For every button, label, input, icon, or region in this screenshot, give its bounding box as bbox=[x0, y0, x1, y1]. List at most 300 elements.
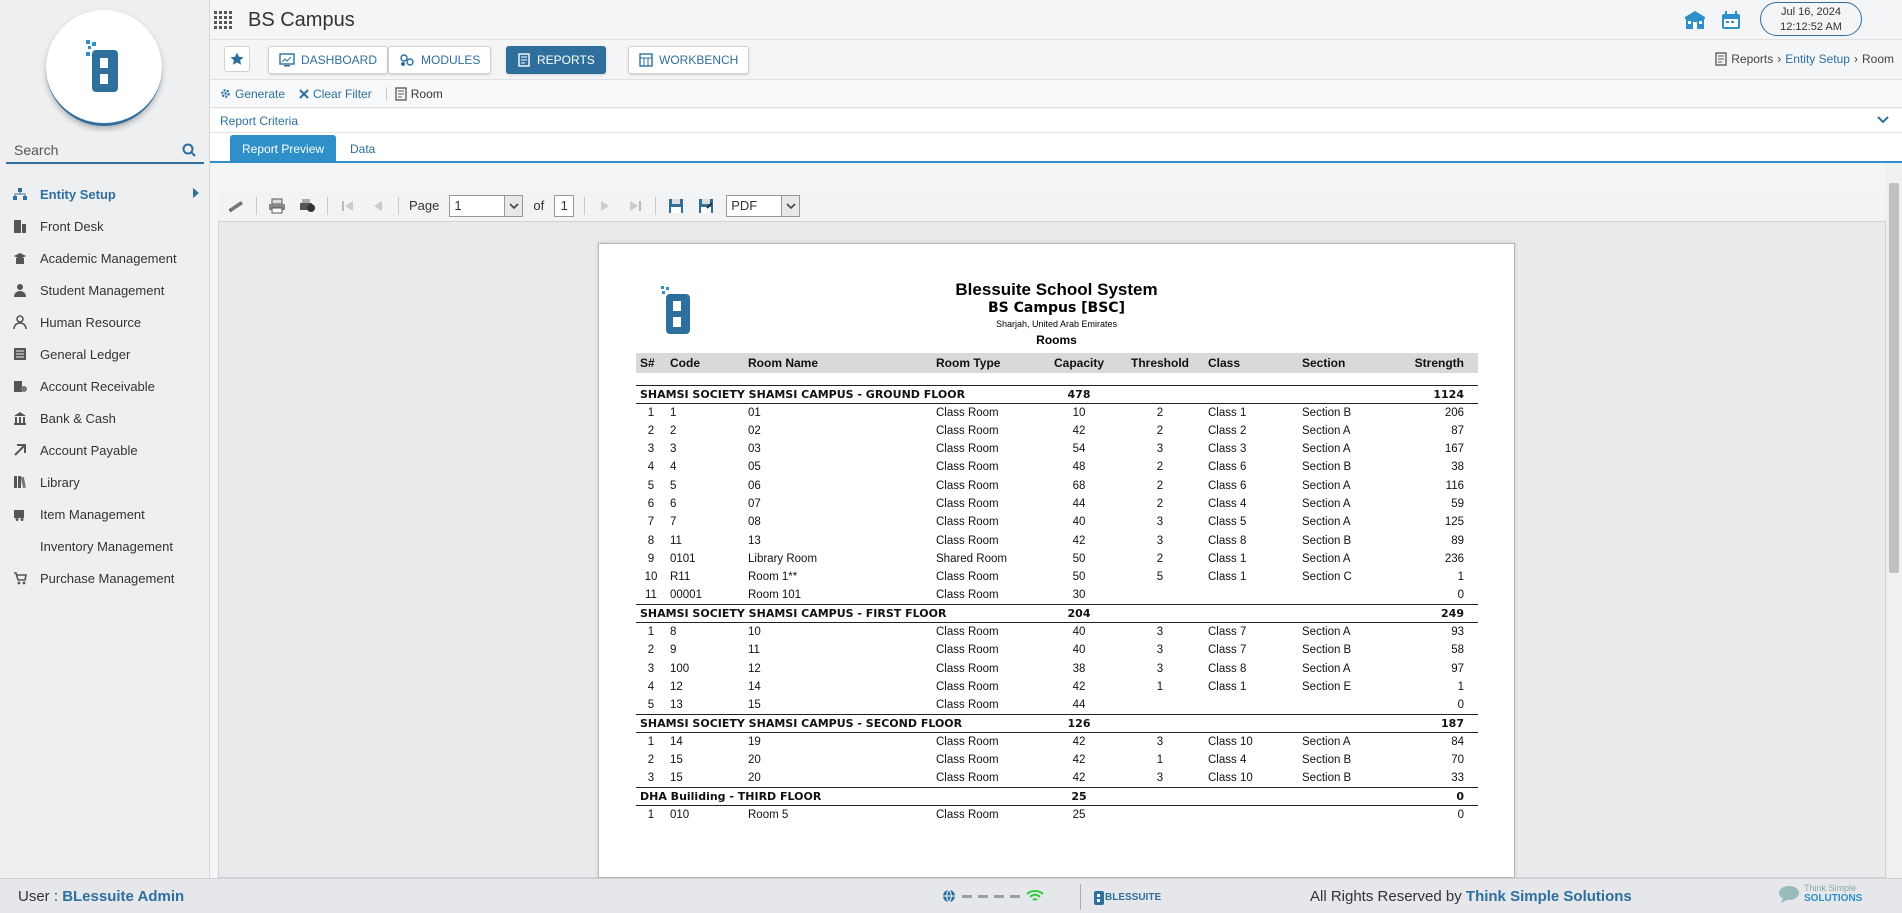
page-label: Page bbox=[409, 198, 440, 213]
status-bar bbox=[0, 878, 1902, 913]
table-row bbox=[636, 440, 1478, 458]
table-cell: 1 bbox=[670, 406, 677, 419]
favorites-button[interactable] bbox=[224, 46, 250, 72]
total-pages: 1 bbox=[554, 195, 574, 217]
apps-grid-icon[interactable] bbox=[214, 11, 236, 31]
report-name bbox=[386, 87, 443, 101]
table-cell: Section E bbox=[1302, 680, 1352, 693]
cart-icon bbox=[10, 570, 30, 586]
viewer-scrollbar[interactable] bbox=[1886, 163, 1902, 878]
save-icon[interactable] bbox=[666, 197, 686, 215]
sidebar-item-account-payable[interactable] bbox=[0, 434, 210, 466]
person-icon bbox=[10, 314, 30, 330]
table-cell: 2 bbox=[1156, 552, 1164, 565]
top-header bbox=[210, 0, 1902, 40]
table-cell: Class Room bbox=[936, 698, 999, 711]
table-cell: 10 bbox=[1072, 406, 1086, 419]
sidebar-item-account-receivable[interactable] bbox=[0, 370, 210, 402]
sidebar-item-general-ledger[interactable] bbox=[0, 338, 210, 370]
report-campus-name: BS Campus [BSC] bbox=[988, 300, 1125, 316]
table-cell: 5 bbox=[670, 479, 677, 492]
table-cell: Section B bbox=[1302, 644, 1352, 657]
table-cell: Room 1** bbox=[748, 571, 798, 584]
sidebar-item-academic-management[interactable] bbox=[0, 242, 210, 274]
viewer-toolbar bbox=[218, 190, 1886, 222]
blessuite-mini-logo bbox=[1080, 884, 1161, 910]
table-cell: 1 bbox=[1457, 680, 1464, 693]
group-name: SHAMSI SOCIETY SHAMSI CAMPUS - FIRST FLOOR bbox=[636, 605, 1042, 623]
table-cell: 89 bbox=[1451, 534, 1464, 547]
report-actions bbox=[210, 80, 1902, 108]
group-header-row bbox=[636, 605, 1478, 623]
table-cell: 3 bbox=[1156, 516, 1164, 529]
sidebar bbox=[0, 0, 210, 878]
table-cell: Section B bbox=[1302, 406, 1352, 419]
table-cell: 20 bbox=[748, 754, 761, 767]
print-icon[interactable] bbox=[267, 197, 287, 215]
table-cell: 40 bbox=[1072, 644, 1086, 657]
column-header: Class bbox=[1204, 353, 1298, 373]
blessuite-logo-icon bbox=[86, 40, 122, 94]
table-cell: 14 bbox=[748, 680, 761, 693]
table-cell: 0 bbox=[1457, 698, 1464, 711]
table-row bbox=[636, 769, 1478, 787]
table-cell: 50 bbox=[1072, 571, 1086, 584]
table-cell: 1 bbox=[647, 736, 655, 749]
table-cell: Class 1 bbox=[1208, 680, 1247, 693]
table-cell: Class Room bbox=[936, 809, 999, 822]
breadcrumb-entity-setup[interactable]: Entity Setup bbox=[1785, 52, 1850, 66]
table-cell: 2 bbox=[1156, 406, 1164, 419]
sidebar-item-label: Human Resource bbox=[40, 314, 142, 330]
table-cell: Shared Room bbox=[936, 552, 1007, 565]
group-capacity: 478 bbox=[1042, 385, 1116, 403]
table-cell: 3 bbox=[1156, 662, 1164, 675]
tss-line2: SOLUTIONS bbox=[1804, 893, 1863, 904]
item-icon bbox=[10, 506, 30, 522]
report-criteria-label: Report Criteria bbox=[220, 114, 299, 128]
breadcrumb-reports[interactable]: Reports bbox=[1731, 52, 1774, 66]
table-cell bbox=[1298, 586, 1384, 604]
dashboard-label: DASHBOARD bbox=[301, 53, 378, 67]
group-capacity: 126 bbox=[1042, 714, 1116, 732]
group-name: SHAMSI SOCIETY SHAMSI CAMPUS - GROUND FLOOR bbox=[636, 385, 1042, 403]
table-cell: Class Room bbox=[936, 736, 999, 749]
reports-label: REPORTS bbox=[537, 53, 595, 67]
reports-icon bbox=[517, 53, 531, 67]
table-spacer bbox=[636, 373, 1478, 385]
table-cell: 5 bbox=[647, 698, 655, 711]
scrollbar-thumb[interactable] bbox=[1889, 183, 1899, 573]
table-cell: 3 bbox=[1156, 626, 1164, 639]
table-row bbox=[636, 586, 1478, 604]
column-header: Room Name bbox=[744, 353, 932, 373]
table-cell: 30 bbox=[1072, 589, 1086, 602]
table-cell: 40 bbox=[1072, 516, 1086, 529]
table-cell: 87 bbox=[1451, 424, 1464, 437]
table-cell: 1 bbox=[1457, 571, 1464, 584]
table-cell: 3 bbox=[1156, 736, 1164, 749]
table-cell: 3 bbox=[1156, 644, 1164, 657]
table-cell: 3 bbox=[1156, 772, 1164, 785]
page-selector[interactable] bbox=[449, 195, 523, 217]
table-cell: R11 bbox=[670, 571, 691, 584]
group-strength: 0 bbox=[1384, 788, 1478, 806]
sidebar-item-label: Item Management bbox=[40, 506, 145, 522]
tab-data[interactable]: Data bbox=[350, 142, 376, 156]
table-cell: Section B bbox=[1302, 534, 1352, 547]
column-header: Capacity bbox=[1042, 353, 1116, 373]
table-cell: Class 10 bbox=[1208, 736, 1253, 749]
table-row bbox=[636, 659, 1478, 677]
table-cell: 236 bbox=[1444, 552, 1464, 565]
table-cell: 06 bbox=[748, 479, 761, 492]
sidebar-nav bbox=[0, 178, 210, 594]
table-cell: Class Room bbox=[936, 680, 999, 693]
table-cell: 42 bbox=[1072, 424, 1086, 437]
table-cell: Class Room bbox=[936, 626, 999, 639]
breadcrumb bbox=[1715, 52, 1894, 66]
workbench-label: WORKBENCH bbox=[659, 53, 739, 67]
group-strength: 187 bbox=[1384, 714, 1478, 732]
school-icon[interactable] bbox=[1684, 10, 1706, 30]
bank-icon bbox=[10, 410, 30, 426]
table-cell: 38 bbox=[1451, 461, 1464, 474]
library-icon bbox=[10, 474, 30, 490]
table-cell: 3 bbox=[647, 772, 655, 785]
table-cell: Class 6 bbox=[1208, 461, 1247, 474]
table-cell: Section A bbox=[1302, 552, 1351, 565]
table-row bbox=[636, 733, 1478, 751]
table-cell: 14 bbox=[670, 736, 683, 749]
workbench-button[interactable] bbox=[628, 46, 749, 74]
breadcrumb-separator: › bbox=[1853, 52, 1858, 66]
table-cell: 2 bbox=[647, 424, 655, 437]
dashboard-icon bbox=[279, 53, 295, 67]
close-icon bbox=[299, 89, 309, 99]
report-school-name: Blessuite School System bbox=[955, 280, 1158, 299]
sidebar-item-label: Entity Setup bbox=[40, 186, 116, 202]
table-cell: 4 bbox=[647, 461, 655, 474]
gear-icon bbox=[220, 88, 231, 99]
table-cell: Room 5 bbox=[748, 809, 789, 822]
document-icon bbox=[1715, 52, 1727, 66]
table-cell: 3 bbox=[1156, 534, 1164, 547]
globe-icon bbox=[942, 889, 956, 903]
sidebar-item-purchase-management[interactable] bbox=[0, 562, 210, 594]
table-cell: Library Room bbox=[748, 552, 818, 565]
group-capacity: 25 bbox=[1042, 788, 1116, 806]
rooms-table bbox=[636, 353, 1478, 824]
table-cell: 1 bbox=[1156, 680, 1164, 693]
table-cell: 3 bbox=[670, 443, 677, 456]
table-cell: 4 bbox=[670, 461, 677, 474]
table-cell: Class Room bbox=[936, 424, 999, 437]
table-cell: 2 bbox=[647, 644, 655, 657]
table-cell: Section A bbox=[1302, 443, 1351, 456]
table-cell: 11 bbox=[645, 589, 657, 602]
next-page-icon[interactable] bbox=[595, 197, 615, 215]
group-strength: 249 bbox=[1384, 605, 1478, 623]
tss-logo bbox=[1778, 883, 1862, 904]
table-cell: 5 bbox=[1156, 571, 1164, 584]
table-header bbox=[636, 353, 1478, 373]
group-capacity: 204 bbox=[1042, 605, 1116, 623]
table-cell: Class Room bbox=[936, 571, 999, 584]
table-cell bbox=[1116, 586, 1204, 604]
table-cell: 00001 bbox=[670, 589, 702, 602]
table-cell: 116 bbox=[1445, 479, 1464, 492]
table-cell: 10 bbox=[748, 626, 761, 639]
table-cell bbox=[1204, 586, 1298, 604]
sidebar-item-entity-setup[interactable] bbox=[0, 178, 210, 210]
table-cell: 58 bbox=[1451, 644, 1464, 657]
search-input[interactable] bbox=[14, 142, 174, 158]
chevron-down-icon[interactable] bbox=[1876, 113, 1890, 127]
chevron-down-icon[interactable] bbox=[504, 196, 522, 216]
table-cell: Class Room bbox=[936, 461, 999, 474]
table-cell: Room 101 bbox=[748, 589, 802, 602]
table-cell: Section A bbox=[1302, 516, 1351, 529]
print-layout-icon[interactable] bbox=[297, 197, 317, 215]
table-cell: Class Room bbox=[936, 589, 999, 602]
receivable-icon bbox=[10, 378, 30, 394]
wifi-icon bbox=[1026, 889, 1044, 903]
user-name[interactable]: BLessuite Admin bbox=[62, 888, 185, 905]
save-as-icon[interactable] bbox=[696, 197, 716, 215]
table-cell: 206 bbox=[1444, 406, 1464, 419]
table-cell: 2 bbox=[670, 424, 677, 437]
table-cell: 15 bbox=[748, 698, 761, 711]
first-page-icon[interactable] bbox=[338, 197, 358, 215]
chevron-down-icon[interactable] bbox=[781, 196, 799, 216]
table-row bbox=[636, 403, 1478, 421]
group-header-row bbox=[636, 788, 1478, 806]
table-cell: 02 bbox=[748, 424, 761, 437]
sidebar-item-label: Front Desk bbox=[40, 218, 104, 234]
table-cell: 8 bbox=[647, 534, 655, 547]
connection-status bbox=[942, 889, 1044, 903]
payable-icon bbox=[10, 442, 30, 458]
column-header: Code bbox=[666, 353, 744, 373]
table-row bbox=[636, 476, 1478, 494]
sidebar-item-bank-cash[interactable] bbox=[0, 402, 210, 434]
table-cell: 7 bbox=[647, 516, 655, 529]
sidebar-item-library[interactable] bbox=[0, 466, 210, 498]
group-header-row bbox=[636, 714, 1478, 732]
reports-button[interactable] bbox=[506, 46, 606, 74]
table-row bbox=[636, 751, 1478, 769]
of-label: of bbox=[533, 198, 545, 213]
table-cell: 13 bbox=[670, 698, 683, 711]
table-cell: 84 bbox=[1451, 736, 1464, 749]
student-icon bbox=[10, 282, 30, 298]
table-cell: 01 bbox=[748, 406, 761, 419]
table-cell: Section A bbox=[1302, 424, 1351, 437]
table-cell: 1 bbox=[647, 406, 655, 419]
table-cell: 0 bbox=[1457, 589, 1464, 602]
graduation-icon bbox=[10, 250, 30, 266]
column-header: Section bbox=[1298, 353, 1384, 373]
table-cell: Class Room bbox=[936, 443, 999, 456]
table-cell bbox=[1116, 696, 1204, 714]
table-cell: Section A bbox=[1302, 479, 1351, 492]
sidebar-item-front-desk[interactable] bbox=[0, 210, 210, 242]
workbench-icon bbox=[639, 53, 653, 67]
table-cell: 2 bbox=[1156, 479, 1164, 492]
dashboard-button[interactable] bbox=[268, 46, 388, 74]
table-cell: Class 8 bbox=[1208, 534, 1247, 547]
table-cell: 1 bbox=[647, 809, 655, 822]
table-cell: Class Room bbox=[936, 644, 999, 657]
sidebar-item-label: Bank & Cash bbox=[40, 410, 116, 426]
table-row bbox=[636, 531, 1478, 549]
prev-page-icon[interactable] bbox=[368, 197, 388, 215]
table-cell: 4 bbox=[647, 680, 655, 693]
table-row bbox=[636, 806, 1478, 824]
sitemap-icon bbox=[10, 186, 30, 202]
table-cell: Class 2 bbox=[1208, 424, 1247, 437]
table-row bbox=[636, 495, 1478, 513]
table-cell: Class 3 bbox=[1208, 443, 1247, 456]
table-cell: Class 4 bbox=[1208, 497, 1247, 510]
building-icon bbox=[10, 218, 30, 234]
tab-report-preview[interactable]: Report Preview bbox=[230, 135, 336, 163]
table-row bbox=[636, 678, 1478, 696]
table-row bbox=[636, 422, 1478, 440]
table-row bbox=[636, 568, 1478, 586]
table-cell: 44 bbox=[1072, 698, 1086, 711]
table-cell: Class 1 bbox=[1208, 552, 1247, 565]
table-cell: 44 bbox=[1072, 497, 1086, 510]
group-strength: 1124 bbox=[1384, 385, 1478, 403]
table-cell: 42 bbox=[1072, 736, 1086, 749]
table-cell: 07 bbox=[748, 497, 761, 510]
table-cell: 1 bbox=[647, 626, 655, 639]
tss-line1: Think Simple bbox=[1804, 883, 1857, 893]
table-cell: 97 bbox=[1451, 662, 1464, 675]
table-cell: 9 bbox=[670, 644, 677, 657]
search-icon[interactable] bbox=[182, 143, 196, 157]
modules-icon bbox=[399, 53, 415, 67]
table-cell: 167 bbox=[1444, 443, 1464, 456]
table-cell: 0101 bbox=[670, 552, 696, 565]
table-cell: Class Room bbox=[936, 497, 999, 510]
table-cell: 12 bbox=[670, 680, 683, 693]
sidebar-item-label: Account Payable bbox=[40, 442, 138, 458]
table-cell: 70 bbox=[1451, 754, 1464, 767]
group-name: SHAMSI SOCIETY SHAMSI CAMPUS - SECOND FLOOR bbox=[636, 714, 1042, 732]
sidebar-item-label: Purchase Management bbox=[40, 570, 175, 586]
modules-label: MODULES bbox=[421, 53, 481, 67]
table-cell: 2 bbox=[1156, 424, 1164, 437]
table-cell: 68 bbox=[1072, 479, 1086, 492]
table-cell: Class 1 bbox=[1208, 406, 1247, 419]
sidebar-item-student-management[interactable] bbox=[0, 274, 210, 306]
sidebar-item-human-resource[interactable] bbox=[0, 306, 210, 338]
table-cell: Section A bbox=[1302, 662, 1351, 675]
table-cell: Class 10 bbox=[1208, 772, 1253, 785]
table-row bbox=[636, 513, 1478, 531]
table-cell: 10 bbox=[644, 571, 658, 584]
table-cell bbox=[1204, 806, 1298, 824]
table-cell: Class Room bbox=[936, 754, 999, 767]
table-cell: Class 8 bbox=[1208, 662, 1247, 675]
table-cell: 25 bbox=[1072, 809, 1086, 822]
column-header: Room Type bbox=[932, 353, 1042, 373]
export-format-select[interactable] bbox=[726, 195, 800, 217]
table-cell: 3 bbox=[647, 443, 655, 456]
calendar-icon[interactable] bbox=[1720, 10, 1742, 30]
table-cell: Section A bbox=[1302, 497, 1351, 510]
table-cell: 2 bbox=[1156, 497, 1164, 510]
rooms-table-body bbox=[636, 373, 1478, 824]
table-cell: Section B bbox=[1302, 461, 1352, 474]
table-cell: Class Room bbox=[936, 534, 999, 547]
clear-filter-label: Clear Filter bbox=[313, 86, 372, 101]
table-cell: Class 4 bbox=[1208, 754, 1247, 767]
table-cell: 5 bbox=[647, 479, 655, 492]
sidebar-item-label: Student Management bbox=[40, 282, 165, 298]
table-cell: 125 bbox=[1444, 516, 1464, 529]
modules-button[interactable] bbox=[388, 46, 491, 74]
table-cell: 15 bbox=[670, 754, 683, 767]
generate-button[interactable] bbox=[220, 87, 285, 101]
table-cell: 9 bbox=[647, 552, 655, 565]
sidebar-item-item-management[interactable] bbox=[0, 498, 210, 530]
table-cell: 11 bbox=[670, 534, 682, 547]
rights-prefix: All Rights Reserved by bbox=[1310, 888, 1462, 905]
ledger-icon bbox=[10, 346, 30, 362]
table-row bbox=[636, 550, 1478, 568]
table-cell: 12 bbox=[748, 662, 761, 675]
table-cell: 42 bbox=[1072, 772, 1086, 785]
table-cell: 48 bbox=[1072, 461, 1086, 474]
rights-company[interactable]: Think Simple Solutions bbox=[1465, 888, 1632, 905]
app-logo[interactable] bbox=[46, 10, 162, 126]
last-page-icon[interactable] bbox=[625, 197, 645, 215]
table-cell: 1 bbox=[1156, 754, 1164, 767]
table-cell: Class 1 bbox=[1208, 571, 1247, 584]
clear-filter-button[interactable] bbox=[299, 87, 372, 101]
blessuite-mini-icon bbox=[1093, 888, 1105, 906]
table-cell: 03 bbox=[748, 443, 761, 456]
user-prefix: User : bbox=[18, 888, 59, 905]
table-cell bbox=[1204, 696, 1298, 714]
sidebar-item-label: General Ledger bbox=[40, 346, 131, 362]
breadcrumb-separator: › bbox=[1777, 52, 1782, 66]
table-cell: Class 6 bbox=[1208, 479, 1247, 492]
report-doc-icon bbox=[395, 87, 407, 101]
table-row bbox=[636, 623, 1478, 641]
sidebar-item-inventory-management[interactable] bbox=[0, 530, 210, 562]
table-cell: 42 bbox=[1072, 680, 1086, 693]
generate-label: Generate bbox=[235, 86, 286, 101]
table-cell: 15 bbox=[670, 772, 683, 785]
refresh-icon[interactable] bbox=[226, 197, 246, 215]
table-row bbox=[636, 641, 1478, 659]
table-cell: Class Room bbox=[936, 772, 999, 785]
table-cell: Class 7 bbox=[1208, 644, 1247, 657]
report-tabs bbox=[210, 133, 1902, 163]
table-cell: 42 bbox=[1072, 754, 1086, 767]
report-criteria-panel[interactable] bbox=[210, 109, 1902, 133]
table-cell: Class 5 bbox=[1208, 516, 1247, 529]
caret-right-icon bbox=[192, 187, 200, 199]
table-cell: 11 bbox=[748, 644, 760, 657]
report-page bbox=[598, 243, 1515, 878]
table-cell: Class Room bbox=[936, 516, 999, 529]
